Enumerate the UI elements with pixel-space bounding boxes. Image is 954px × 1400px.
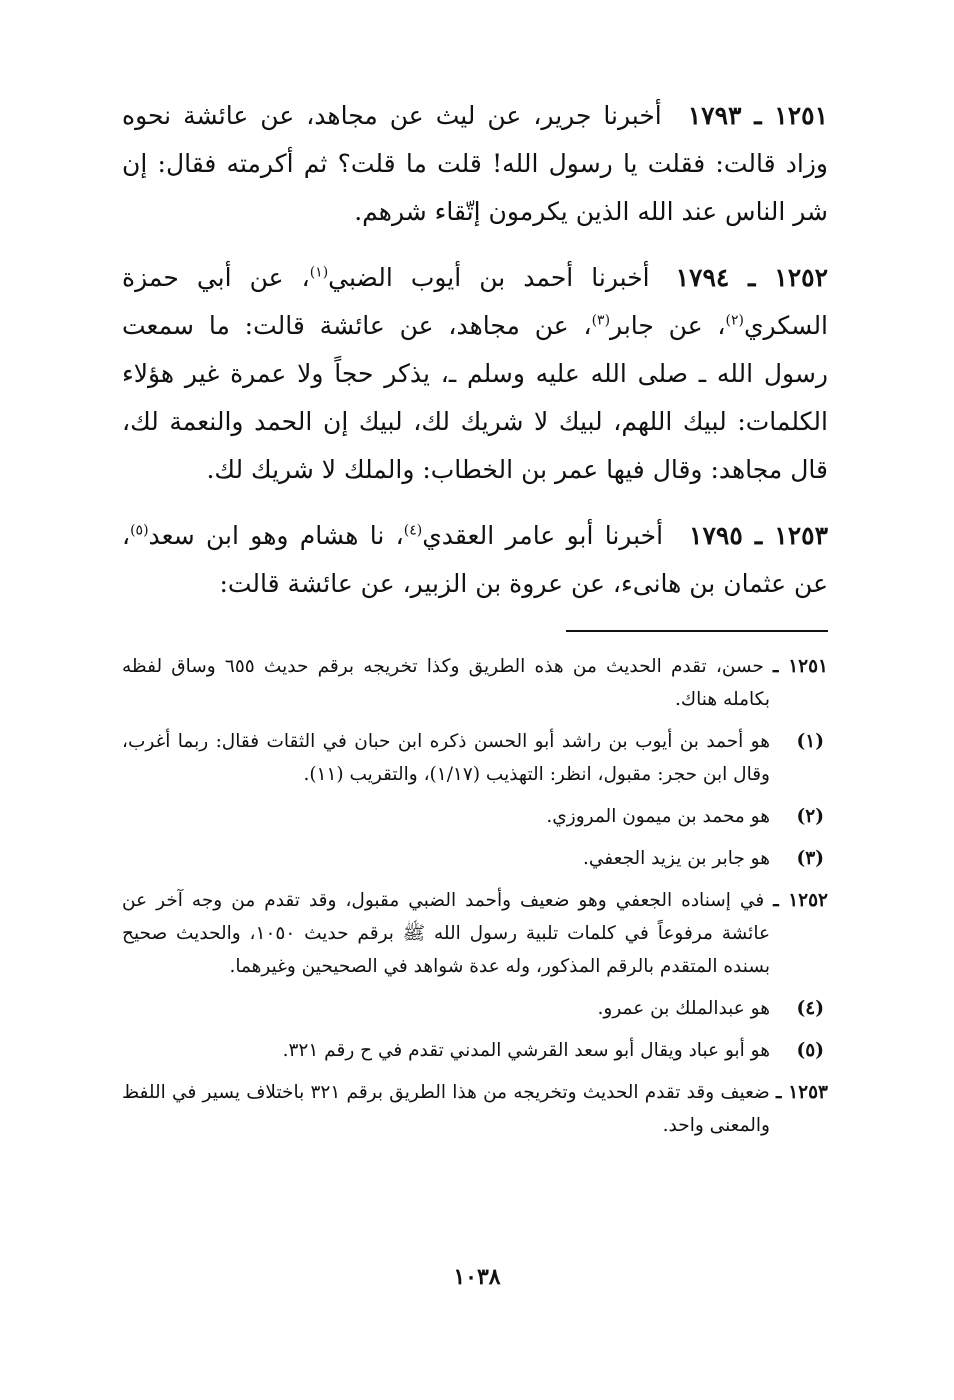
- hadith-number: ١٢٥٣ ـ ١٧٩٥: [689, 521, 829, 550]
- footnote-divider: [566, 630, 828, 632]
- hadith-text: أخبرنا أبو عامر العقدي: [422, 521, 664, 550]
- hadith-1253: [122, 512, 828, 608]
- note-text: في إسناده الجعفي وهو ضعيف وأحمد الضبي مقبول، وقد تقدم من وجه آخر عن عائشة مرفوعاً في كلمات تلبية رسول الله ﷺ برقم حديث ١٠٥٠، والحديث صحيح بسنده المتقدم بالرقم المذكور، وله عدة شواهد في الصحيحين وغيرهما.: [122, 890, 770, 977]
- hadith-number: ١٢٥١ ـ ١٧٩٣: [687, 101, 829, 130]
- footnote-text: هو جابر بن يزيد الجعفي.: [582, 848, 770, 869]
- footnote-4: [122, 992, 828, 1025]
- hadith-text: أخبرنا أحمد بن أيوب الضبي: [328, 263, 650, 292]
- footnote-text: هو عبدالملك بن عمرو.: [597, 998, 770, 1019]
- footnote-2: [122, 800, 828, 833]
- note-number: ١٢٥١ ـ: [773, 656, 828, 677]
- hadith-text: ، عن أبي حمزة السكري: [122, 263, 829, 340]
- footnote-number: (٣): [796, 848, 824, 869]
- hadith-section: [122, 92, 828, 626]
- note-1251: [122, 650, 828, 716]
- note-1253: [122, 1076, 828, 1142]
- footnote-ref: (٢): [725, 312, 744, 329]
- hadith-1252: [122, 254, 828, 494]
- note-text: ضعيف وقد تقدم الحديث وتخريجه من هذا الطريق برقم ٣٢١ باختلاف يسير في اللفظ والمعنى واحد.: [122, 1082, 770, 1136]
- footnote-number: (٥): [796, 1040, 824, 1061]
- hadith-text: ، نا هشام وهو ابن سعد: [148, 521, 404, 550]
- hadith-text: ، عن عثمان بن هانىء، عن عروة بن الزبير، عن عائشة قالت:: [122, 521, 828, 598]
- hadith-text: ، عن جابر: [610, 311, 726, 340]
- footnote-3: [122, 842, 828, 875]
- footnote-ref: (٣): [591, 312, 611, 329]
- page-number: ١٠٣٨: [453, 1264, 501, 1290]
- hadith-number: ١٢٥٢ ـ ١٧٩٤: [675, 263, 828, 292]
- note-1252: [122, 884, 828, 983]
- note-number: ١٢٥٣ ـ: [776, 1082, 828, 1103]
- footnote-text: هو أبو عباد ويقال أبو سعد القرشي المدني تقدم في ح رقم ٣٢١.: [282, 1040, 770, 1061]
- footnote-number: (٤): [796, 998, 824, 1019]
- footnote-1: [122, 725, 828, 791]
- footnote-text: هو محمد بن ميمون المروزي.: [546, 806, 770, 827]
- footnote-ref: (١): [309, 264, 329, 281]
- footnotes-section: [122, 650, 828, 1151]
- footnote-text: هو أحمد بن أيوب بن راشد أبو الحسن ذكره ابن حبان في الثقات فقال: ربما أغرب، وقال ابن حجر: مقبول، انظر: التهذيب (١/١٧)، والتقريب (١١).: [122, 731, 770, 785]
- note-number: ١٢٥٢ ـ: [773, 890, 828, 911]
- hadith-text: ، عن مجاهد، عن عائشة قالت: ما سمعت رسول الله ـ صلى الله عليه وسلم ـ، يذكر حجاً ولا عمرة غير هؤلاء الكلمات: لبيك اللهم، لبيك لا شريك لك، لبيك إن الحمد والنعمة لك، قال مجاهد: وقال فيها عمر بن الخطاب: والملك لا شريك لك.: [122, 311, 828, 484]
- footnote-number: (١): [796, 731, 824, 752]
- footnote-ref: (٥): [130, 522, 149, 539]
- note-text: حسن، تقدم الحديث من هذه الطريق وكذا تخريجه برقم حديث ٦٥٥ وساق لفظه بكامله هناك.: [122, 656, 770, 710]
- footnote-5: [122, 1034, 828, 1067]
- hadith-1251: [122, 92, 828, 236]
- footnote-number: (٢): [796, 806, 824, 827]
- hadith-text: أخبرنا جرير، عن ليث عن مجاهد، عن عائشة نحوه وزاد قالت: فقلت يا رسول الله! قلت ما قلت؟ ثم أكرمته فقال: إن شر الناس عند الله الذين يكرمون إتّقاء شرهم.: [122, 101, 828, 226]
- footnote-ref: (٤): [403, 522, 423, 539]
